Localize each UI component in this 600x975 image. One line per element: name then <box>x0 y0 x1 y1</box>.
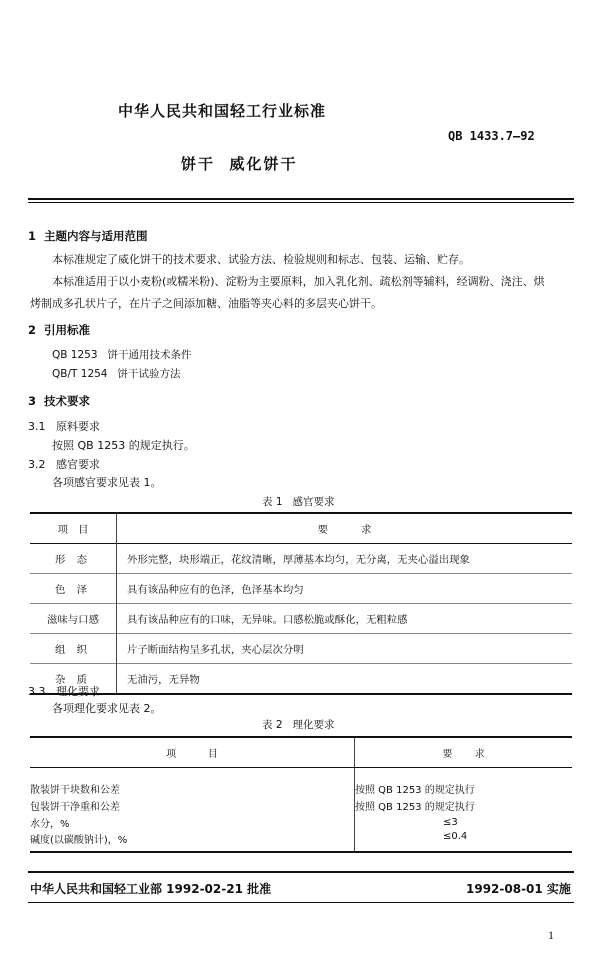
row-item: 组 织 <box>30 634 117 664</box>
section-3-1-heading: 3.1 原料要求 <box>28 420 100 433</box>
row-item: 包装饼干净重和公差 <box>30 797 355 814</box>
physicochemical-requirements-table <box>30 736 572 853</box>
row-item: 水分，% <box>30 814 355 831</box>
column-header-item: 项 目 <box>30 513 117 544</box>
row-item: 杂 质 <box>30 664 117 695</box>
row-item: 滋味与口感 <box>30 604 117 634</box>
section-1-paragraph-2-cont: 烤制成多孔状片子，在片子之间添加糖、油脂等夹心料的多层夹心饼干。 <box>30 297 382 310</box>
header-rule-thin <box>28 202 574 203</box>
table-spacer-row <box>30 768 572 781</box>
table-row <box>30 544 572 574</box>
column-header-item: 项 目 <box>30 737 355 768</box>
table-header-row <box>30 513 572 544</box>
section-1-paragraph-1: 本标准规定了威化饼干的技术要求、试验方法、检验规则和标志、包装、运输、贮存。 <box>52 253 470 266</box>
issuing-standard-title: 中华人民共和国轻工行业标准 <box>118 102 327 120</box>
row-requirement: 片子断面结构呈多孔状，夹心层次分明 <box>127 644 304 656</box>
table-1-caption: 表 1 感官要求 <box>262 496 335 508</box>
standard-code: QB 1433.7—92 <box>448 129 535 143</box>
table-row <box>30 664 572 695</box>
row-requirement: 具有该品种应有的口味，无异味。口感松脆或酥化，无粗粒感 <box>127 614 408 626</box>
row-requirement: 外形完整，块形端正，花纹清晰，厚薄基本均匀，无分离，无夹心溢出现象 <box>127 554 470 566</box>
footer-rule-bottom <box>28 902 574 903</box>
row-item: 形 态 <box>30 544 117 574</box>
section-3-2-text: 各项感官要求见表 1。 <box>52 476 162 489</box>
approval-line: 中华人民共和国轻工业部 1992-02-21 批准 <box>30 882 272 896</box>
row-requirement: 具有该品种应有的色泽，色泽基本均匀 <box>127 584 304 596</box>
row-requirement: 按照 QB 1253 的规定执行 <box>355 785 475 796</box>
section-1-paragraph-2: 本标准适用于以小麦粉(或糯米粉)、淀粉为主要原料，加入乳化剂、疏松剂等辅料，经调粉、浇注、烘 <box>52 275 545 288</box>
column-header-requirement: 要 求 <box>317 524 372 536</box>
row-item: 碱度(以碳酸钠计)，% <box>30 831 355 852</box>
row-requirement: ≤3 <box>443 817 458 828</box>
reference-qbt1254: QB/T 1254 饼干试验方法 <box>52 368 181 380</box>
section-3-heading: 3 技术要求 <box>28 394 91 408</box>
reference-qb1253: QB 1253 饼干通用技术条件 <box>52 349 192 361</box>
implementation-date: 1992-08-01 实施 <box>466 882 571 896</box>
row-requirement: 无油污，无异物 <box>127 674 200 686</box>
table-row <box>30 574 572 604</box>
row-requirement: 按照 QB 1253 的规定执行 <box>355 802 475 813</box>
sensory-requirements-table <box>30 512 572 695</box>
section-3-1-text: 按照 QB 1253 的规定执行。 <box>52 439 195 452</box>
footer-rule <box>28 871 574 873</box>
table-row <box>30 604 572 634</box>
table-row <box>30 634 572 664</box>
document-title: 饼干 威化饼干 <box>181 155 298 173</box>
section-3-2-heading: 3.2 感官要求 <box>28 458 100 471</box>
table-row <box>30 831 572 852</box>
column-header-requirement: 要 求 <box>355 737 573 768</box>
section-3-3-heading: 3.3 理化要求 <box>28 685 100 698</box>
row-item: 散装饼干块数和公差 <box>30 780 355 797</box>
section-1-heading: 1 主题内容与适用范围 <box>28 229 148 243</box>
section-2-heading: 2 引用标准 <box>28 323 91 337</box>
table-row <box>30 797 572 814</box>
table-row <box>30 814 572 831</box>
table-header-row <box>30 737 572 768</box>
page-number: 1 <box>548 928 554 942</box>
row-item: 色 泽 <box>30 574 117 604</box>
header-rule-thick <box>28 198 574 200</box>
table-row <box>30 780 572 797</box>
section-3-3-text: 各项理化要求见表 2。 <box>52 702 162 715</box>
row-requirement: ≤0.4 <box>355 831 573 852</box>
table-2-caption: 表 2 理化要求 <box>262 719 335 731</box>
